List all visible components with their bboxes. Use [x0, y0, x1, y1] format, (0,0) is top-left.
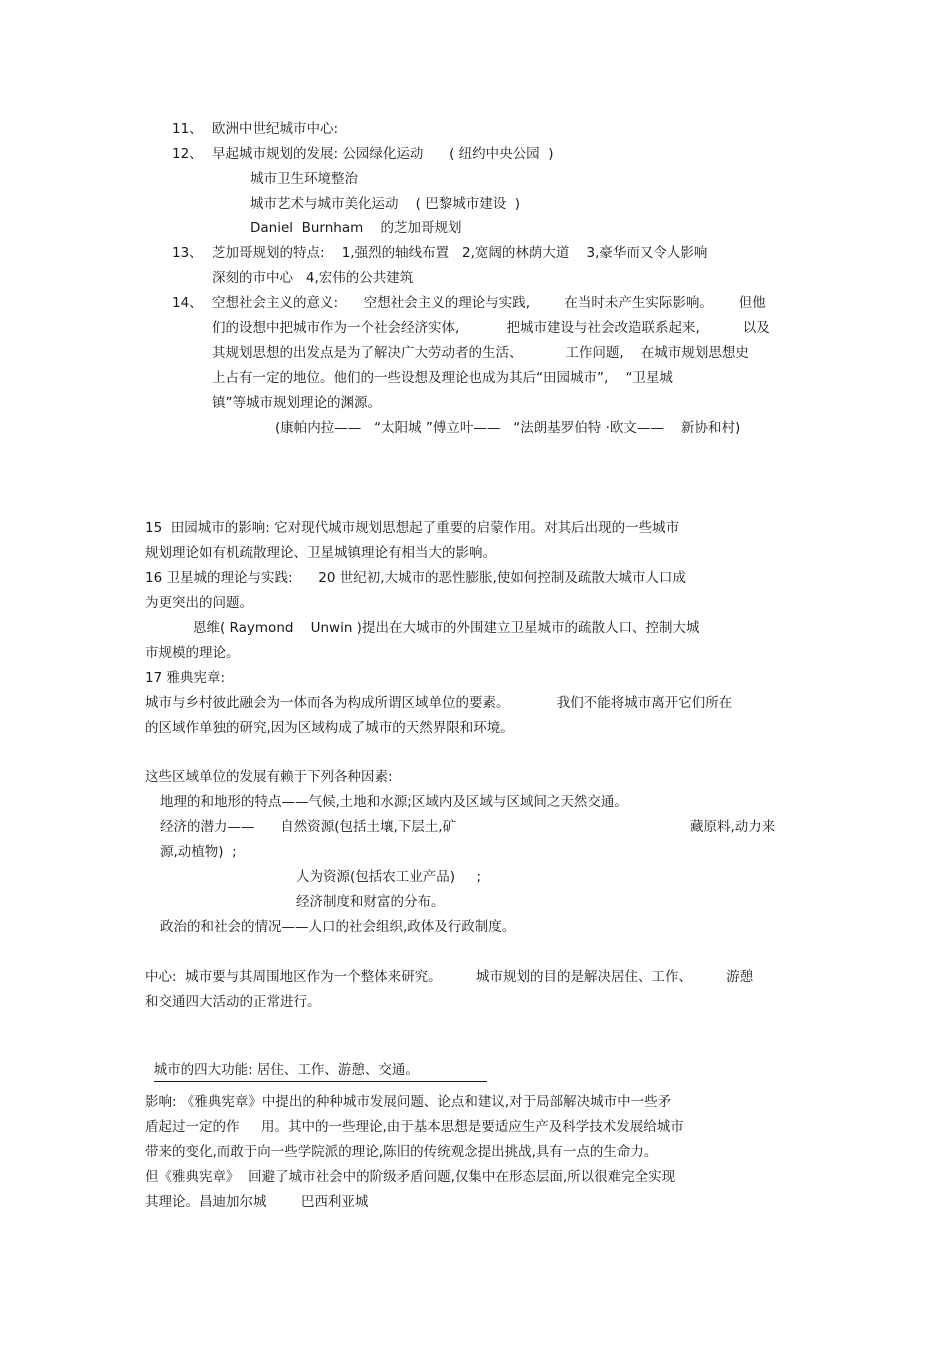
item-13-line: 深刻的市中心 4,宏伟的公共建筑 — [212, 270, 414, 286]
item-12-number: 12、 — [172, 146, 203, 162]
item-14-line: 镇”等城市规划理论的渊源。 — [212, 395, 381, 411]
center-line: 中心: 城市要与其周围地区作为一个整体来研究。 城市规划的目的是解决居住、工作、 游憩 — [145, 969, 754, 985]
section-17-line: 城市与乡村彼此融会为一体而各为构成所谓区域单位的要素。 我们不能将城市离开它们所在 — [145, 695, 733, 711]
impact-line: 但《雅典宪章》 回避了城市社会中的阶级矛盾问题,仅集中在形态层面,所以很难完全实现 — [145, 1169, 676, 1185]
section-15-line: 15 田园城市的影响: 它对现代城市规划思想起了重要的启蒙作用。对其后出现的一些城市 — [145, 520, 680, 536]
section-17-title: 17 雅典宪章: — [145, 670, 226, 686]
section-15-line: 规划理论如有机疏散理论、卫星城镇理论有相当大的影响。 — [145, 545, 496, 561]
item-14-number: 14、 — [172, 295, 203, 311]
factor-human-resources: 人为资源(包括农工业产品) ; — [296, 869, 482, 885]
item-11-text: 欧洲中世纪城市中心: — [212, 121, 339, 137]
factor-economic-system: 经济制度和财富的分布。 — [296, 894, 445, 910]
item-12-line: Daniel Burnham 的芝加哥规划 — [250, 220, 462, 236]
factor-geographic: 地理的和地形的特点——气候,土地和水源;区域内及区域与区域间之天然交通。 — [160, 794, 628, 810]
factor-economic: 经济的潜力—— 自然资源(包括土壤,下层土,矿 — [160, 819, 457, 835]
four-functions-text: 城市的四大功能: 居住、工作、游憩、交通。 — [154, 1061, 487, 1082]
section-16-line: 市规模的理论。 — [145, 645, 240, 661]
section-16-line: 16 卫星城的理论与实践: 20 世纪初,大城市的恶性膨胀,使如何控制及疏散大城市人口成 — [145, 570, 686, 586]
impact-line: 其理论。昌迪加尔城 巴西利亚城 — [145, 1194, 369, 1210]
item-14-line: 其规划思想的出发点是为了解决广大劳动者的生活、 工作问题, 在城市规划思想史 — [212, 345, 749, 361]
item-12-line: 城市卫生环境整治 — [250, 171, 358, 187]
section-16-line: 为更突出的问题。 — [145, 595, 253, 611]
item-11-number: 11、 — [172, 121, 203, 137]
four-functions — [145, 1043, 478, 1082]
item-14-line: 空想社会主义的意义: 空想社会主义的理论与实践, 在当时未产生实际影响。 但他 — [212, 295, 766, 311]
factors-intro: 这些区域单位的发展有赖于下列各种因素: — [145, 769, 393, 785]
item-14-line: (康帕内拉—— “太阳城 ”傅立叶—— “法朗基罗伯特 ·欧文—— 新协和村) — [275, 420, 741, 436]
factor-economic-cont: 源,动植物) ; — [160, 844, 237, 860]
impact-line: 盾起过一定的作 用。其中的一些理论,由于基本思想是要适应生产及科学技术发展给城市 — [145, 1119, 684, 1135]
item-13-line: 芝加哥规划的特点: 1,强烈的轴线布置 2,宽阔的林荫大道 3,豪华而又令人影响 — [212, 245, 708, 261]
item-12-line: 早起城市规划的发展: 公园绿化运动 ( 纽约中央公园 ) — [212, 146, 554, 162]
item-14-line: 们的设想中把城市作为一个社会经济实体, 把城市建设与社会改造联系起来, 以及 — [212, 320, 770, 336]
item-13-number: 13、 — [172, 245, 203, 261]
impact-line: 影响: 《雅典宪章》中提出的种种城市发展问题、论点和建议,对于局部解决城市中一些矛 — [145, 1094, 672, 1110]
factor-economic-cont: 藏原料,动力来 — [690, 819, 776, 835]
center-line: 和交通四大活动的正常进行。 — [145, 994, 321, 1010]
factor-political: 政治的和社会的情况——人口的社会组织,政体及行政制度。 — [160, 919, 516, 935]
impact-line: 带来的变化,而敢于向一些学院派的理论,陈旧的传统观念提出挑战,具有一点的生命力。 — [145, 1144, 658, 1160]
section-16-line: 恩维( Raymond Unwin )提出在大城市的外围建立卫星城市的疏散人口、控制大城 — [193, 620, 700, 636]
section-17-line: 的区域作单独的研究,因为区域构成了城市的天然界限和环境。 — [145, 720, 514, 736]
item-14-line: 上占有一定的地位。他们的一些设想及理论也成为其后“田园城市”, “卫星城 — [212, 370, 673, 386]
item-12-line: 城市艺术与城市美化运动 ( 巴黎城市建设 ) — [250, 196, 521, 212]
